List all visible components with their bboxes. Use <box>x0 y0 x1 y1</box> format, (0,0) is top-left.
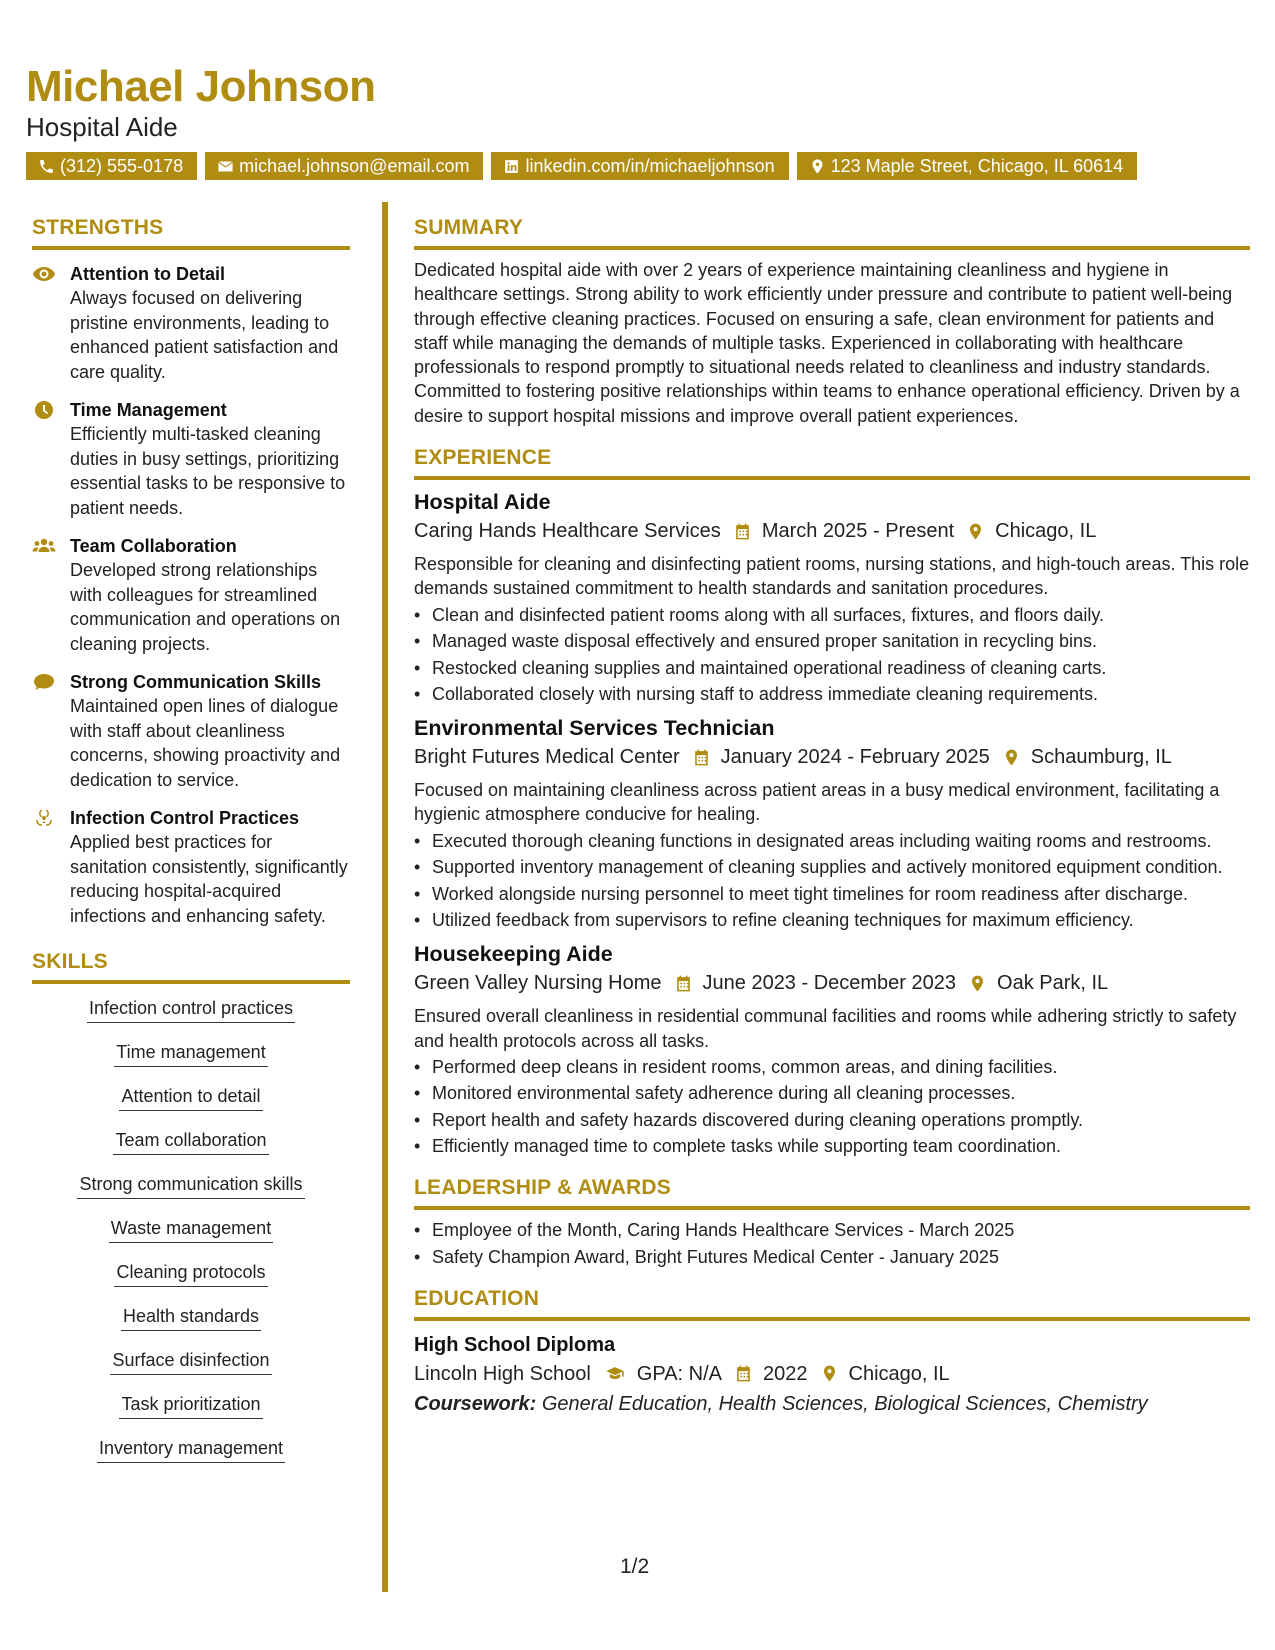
contact-phone-text: (312) 555-0178 <box>60 156 184 176</box>
calendar-icon <box>692 748 711 767</box>
job-dates: January 2024 - February 2025 <box>720 746 990 769</box>
strength-desc: Always focused on delivering pristine environments, leading to enhanced patient satisfaction and care quality. <box>70 288 339 382</box>
skill-tag: Team collaboration <box>113 1128 268 1155</box>
job-entry <box>414 940 1250 1158</box>
skill-tag: Attention to detail <box>119 1084 262 1111</box>
strength-title: Attention to Detail <box>70 264 225 284</box>
job-bullet: • Clean and disinfected patient rooms along with all surfaces, fixtures, and floors daily. <box>414 603 1250 627</box>
strengths-list <box>32 262 350 928</box>
skill-tag: Waste management <box>109 1216 273 1243</box>
column-divider <box>382 202 388 1592</box>
candidate-name: Michael Johnson <box>26 62 376 111</box>
skill-tag: Infection control practices <box>87 996 295 1023</box>
strength-item <box>32 398 350 520</box>
strength-title: Time Management <box>70 400 227 420</box>
award-item: • Safety Champion Award, Bright Futures Medical Center - January 2025 <box>414 1245 1250 1269</box>
calendar-icon <box>674 974 693 993</box>
summary-heading: SUMMARY <box>414 216 1250 250</box>
experience-heading: EXPERIENCE <box>414 446 1250 480</box>
location-icon <box>820 1364 839 1383</box>
summary-text: Dedicated hospital aide with over 2 years of experience maintaining cleanliness and hygiene in healthcare settings. Strong ability to work efficiently under pressure and contribute to patient well-being through effective cleaning practices. Focused on ensuring a safe, clean environment for patients and staff while managing the demands of multiple tasks. Experienced in collaborating with healthcare professionals to respond promptly to situational needs related to cleanliness and industry standards. Committed to fostering positive relationships within teams to enhance operational efficiency. Driven by a desire to support hospital missions and improve overall patient experiences. <box>414 260 1240 426</box>
job-title: Environmental Services Technician <box>414 716 775 741</box>
contact-address <box>797 152 1138 180</box>
job-description: Responsible for cleaning and disinfecting patient rooms, nursing stations, and high-touch areas. This role demands sustained commitment to health standards and sanitation procedures. <box>414 554 1250 599</box>
right-column <box>414 216 1250 1419</box>
strength-desc: Maintained open lines of dialogue with staff about cleanliness concerns, showing proactivity and dedication to service. <box>70 696 341 790</box>
job-company: Caring Hands Healthcare Services <box>414 520 721 543</box>
job-title: Hospital Aide <box>414 490 551 515</box>
job-bullet: • Report health and safety hazards discovered during cleaning operations promptly. <box>414 1108 1250 1132</box>
contact-address-text: 123 Maple Street, Chicago, IL 60614 <box>830 156 1124 176</box>
job-title: Housekeeping Aide <box>414 942 613 967</box>
coursework-text: General Education, Health Sciences, Biological Sciences, Chemistry <box>541 1392 1148 1415</box>
education-gpa: GPA: N/A <box>636 1362 722 1385</box>
users-icon <box>32 536 56 556</box>
contact-phone[interactable] <box>26 152 197 180</box>
education-section <box>414 1287 1250 1419</box>
job-bullets <box>414 603 1250 707</box>
strength-desc: Developed strong relationships with colleagues for streamlined communication and operations on cleaning projects. <box>70 560 341 654</box>
skill-tag: Inventory management <box>97 1436 285 1463</box>
job-bullet: • Restocked cleaning supplies and maintained operational readiness of cleaning carts. <box>414 656 1250 680</box>
job-location: Schaumburg, IL <box>1030 746 1172 769</box>
strength-item <box>32 670 350 792</box>
graduation-cap-icon <box>603 1364 627 1383</box>
experience-section <box>414 446 1250 1158</box>
job-dates: June 2023 - December 2023 <box>702 972 957 995</box>
job-description: Ensured overall cleanliness in residential communal facilities and rooms while adhering strictly to safety and health protocols across all tasks. <box>414 1006 1237 1051</box>
job-bullet: • Monitored environmental safety adherence during all cleaning processes. <box>414 1081 1250 1105</box>
location-icon <box>968 974 987 993</box>
education-coursework <box>414 1389 1250 1419</box>
job-entry <box>414 714 1250 932</box>
education-school: Lincoln High School <box>414 1362 591 1385</box>
education-heading: EDUCATION <box>414 1287 1250 1321</box>
contact-email-text: michael.johnson@email.com <box>239 156 470 176</box>
left-column <box>32 216 350 1480</box>
job-bullet: • Supported inventory management of cleaning supplies and actively monitored equipment condition. <box>414 855 1250 879</box>
job-bullet: • Performed deep cleans in resident rooms, common areas, and dining facilities. <box>414 1055 1250 1079</box>
job-location: Oak Park, IL <box>997 972 1109 995</box>
leadership-heading: LEADERSHIP & AWARDS <box>414 1176 1250 1210</box>
job-bullet: • Utilized feedback from supervisors to refine cleaning techniques for maximum efficiency. <box>414 908 1250 932</box>
job-entry <box>414 488 1250 706</box>
skills-heading: SKILLS <box>32 950 350 984</box>
phone-icon <box>38 158 55 175</box>
job-meta <box>414 742 1250 772</box>
strength-desc: Applied best practices for sanitation consistently, significantly reducing hospital-acquired infections and enhancing safety. <box>70 832 348 926</box>
biohazard-icon <box>32 808 56 828</box>
job-bullet: • Managed waste disposal effectively and ensured proper sanitation in recycling bins. <box>414 629 1250 653</box>
contact-linkedin-text: linkedin.com/in/michaeljohnson <box>525 156 775 176</box>
clock-icon <box>32 400 56 420</box>
skill-tag: Surface disinfection <box>110 1348 271 1375</box>
strength-title: Strong Communication Skills <box>70 672 322 692</box>
award-item: • Employee of the Month, Caring Hands Healthcare Services - March 2025 <box>414 1218 1250 1242</box>
location-icon <box>966 522 985 541</box>
page-number: 1/2 <box>620 1555 650 1578</box>
leadership-section <box>414 1176 1250 1269</box>
strength-title: Infection Control Practices <box>70 808 300 828</box>
candidate-title: Hospital Aide <box>26 112 178 142</box>
job-location: Chicago, IL <box>995 520 1097 543</box>
job-company: Bright Futures Medical Center <box>414 746 680 769</box>
education-location: Chicago, IL <box>848 1362 950 1385</box>
job-bullet: • Collaborated closely with nursing staff to address immediate cleaning requirements. <box>414 682 1250 706</box>
education-meta <box>414 1359 1250 1389</box>
job-bullet: • Worked alongside nursing personnel to meet tight timelines for room readiness after discharge. <box>414 882 1250 906</box>
strength-item <box>32 262 350 384</box>
skill-tag: Task prioritization <box>119 1392 262 1419</box>
skill-tag: Time management <box>114 1040 267 1067</box>
calendar-icon <box>734 1364 753 1383</box>
job-company: Green Valley Nursing Home <box>414 972 662 995</box>
skill-tag: Strong communication skills <box>77 1172 304 1199</box>
strength-desc: Efficiently multi-tasked cleaning duties in busy settings, prioritizing essential tasks to be responsive to patient needs. <box>70 424 346 518</box>
strength-item <box>32 806 350 928</box>
location-icon <box>809 158 826 175</box>
strengths-heading: STRENGTHS <box>32 216 350 250</box>
contact-bar <box>26 152 1137 180</box>
education-year: 2022 <box>763 1362 808 1385</box>
job-dates: March 2025 - Present <box>761 520 955 543</box>
education-degree: High School Diploma <box>414 1333 616 1356</box>
job-bullets <box>414 1055 1250 1159</box>
job-bullet: • Efficiently managed time to complete tasks while supporting team coordination. <box>414 1134 1250 1158</box>
contact-email[interactable] <box>205 152 483 180</box>
envelope-icon <box>217 158 234 175</box>
skills-list <box>32 996 350 1480</box>
calendar-icon <box>733 522 752 541</box>
strength-title: Team Collaboration <box>70 536 237 556</box>
job-meta <box>414 968 1250 998</box>
skill-tag: Health standards <box>121 1304 261 1331</box>
contact-linkedin[interactable] <box>491 152 788 180</box>
comment-icon <box>32 672 56 692</box>
leadership-list <box>414 1218 1250 1269</box>
skill-tag: Cleaning protocols <box>114 1260 267 1287</box>
location-icon <box>1002 748 1021 767</box>
job-meta <box>414 516 1250 546</box>
job-bullet: • Executed thorough cleaning functions in designated areas including waiting rooms and restrooms. <box>414 829 1250 853</box>
strength-item <box>32 534 350 656</box>
coursework-label: Coursework: <box>414 1392 537 1415</box>
job-description: Focused on maintaining cleanliness across patient areas in a busy medical environment, facilitating a hygienic atmosphere conducive for healing. <box>414 780 1220 825</box>
eye-icon <box>32 264 56 284</box>
job-bullets <box>414 829 1250 933</box>
linkedin-icon <box>503 158 520 175</box>
